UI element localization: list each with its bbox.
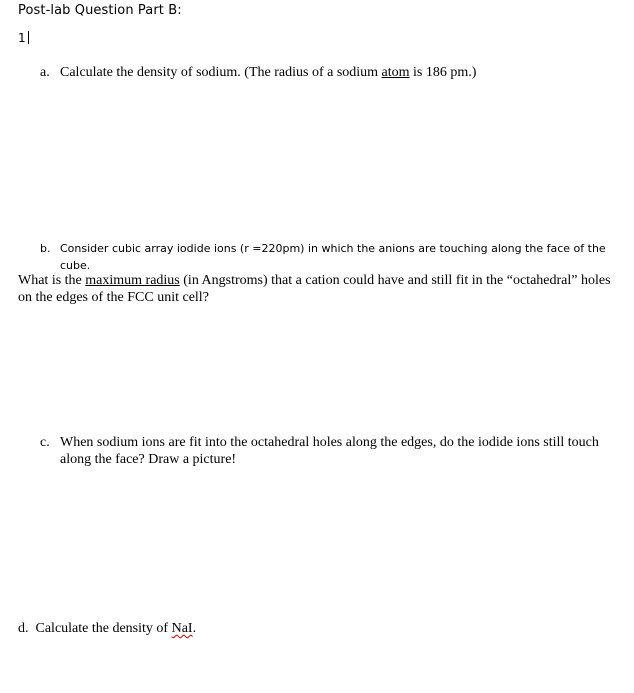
question-b bbox=[40, 240, 620, 274]
text-cursor bbox=[28, 31, 29, 44]
question-a-text-start: Calculate the density of sodium. (The radius of a sodium bbox=[60, 65, 382, 80]
question-b-line-3-start: What is the bbox=[18, 273, 86, 288]
question-d bbox=[18, 620, 196, 637]
question-d-text-start: Calculate the density of bbox=[35, 621, 172, 636]
question-c-letter: c. bbox=[40, 435, 50, 450]
question-b-line-3 bbox=[18, 272, 611, 289]
question-a-letter: a. bbox=[40, 65, 50, 80]
question-number-text: 1 bbox=[18, 31, 26, 45]
question-a bbox=[40, 64, 620, 81]
spellcheck-flagged-word[interactable]: NaI bbox=[171, 621, 193, 636]
question-b-line-4: on the edges of the FCC unit cell? bbox=[18, 290, 209, 305]
question-b-line-2: cube. bbox=[60, 259, 91, 272]
question-b-line-3-end: (in Angstroms) that a cation could have and still fit in the “octahedral” holes bbox=[179, 273, 611, 288]
question-c-line-2: along the face? Draw a picture! bbox=[60, 452, 237, 467]
underlined-atom: atom bbox=[381, 65, 410, 80]
underlined-maximum-radius: maximum radius bbox=[85, 273, 180, 288]
question-c bbox=[40, 434, 620, 468]
question-c-line-1: When sodium ions are fit into the octahedral holes along the edges, do the iodide ions still touch bbox=[60, 435, 599, 450]
question-d-letter: d. bbox=[18, 621, 29, 636]
question-a-text bbox=[60, 64, 476, 81]
page-heading: Post-lab Question Part B: bbox=[18, 3, 182, 18]
question-d-text-end: . bbox=[192, 621, 197, 636]
question-number[interactable] bbox=[18, 31, 29, 45]
question-b-letter: b. bbox=[40, 242, 51, 255]
question-a-text-end: is 186 pm.) bbox=[409, 65, 477, 80]
question-b-line-1: Consider cubic array iodide ions (r =220pm) in which the anions are touching along the face of the bbox=[60, 242, 606, 255]
